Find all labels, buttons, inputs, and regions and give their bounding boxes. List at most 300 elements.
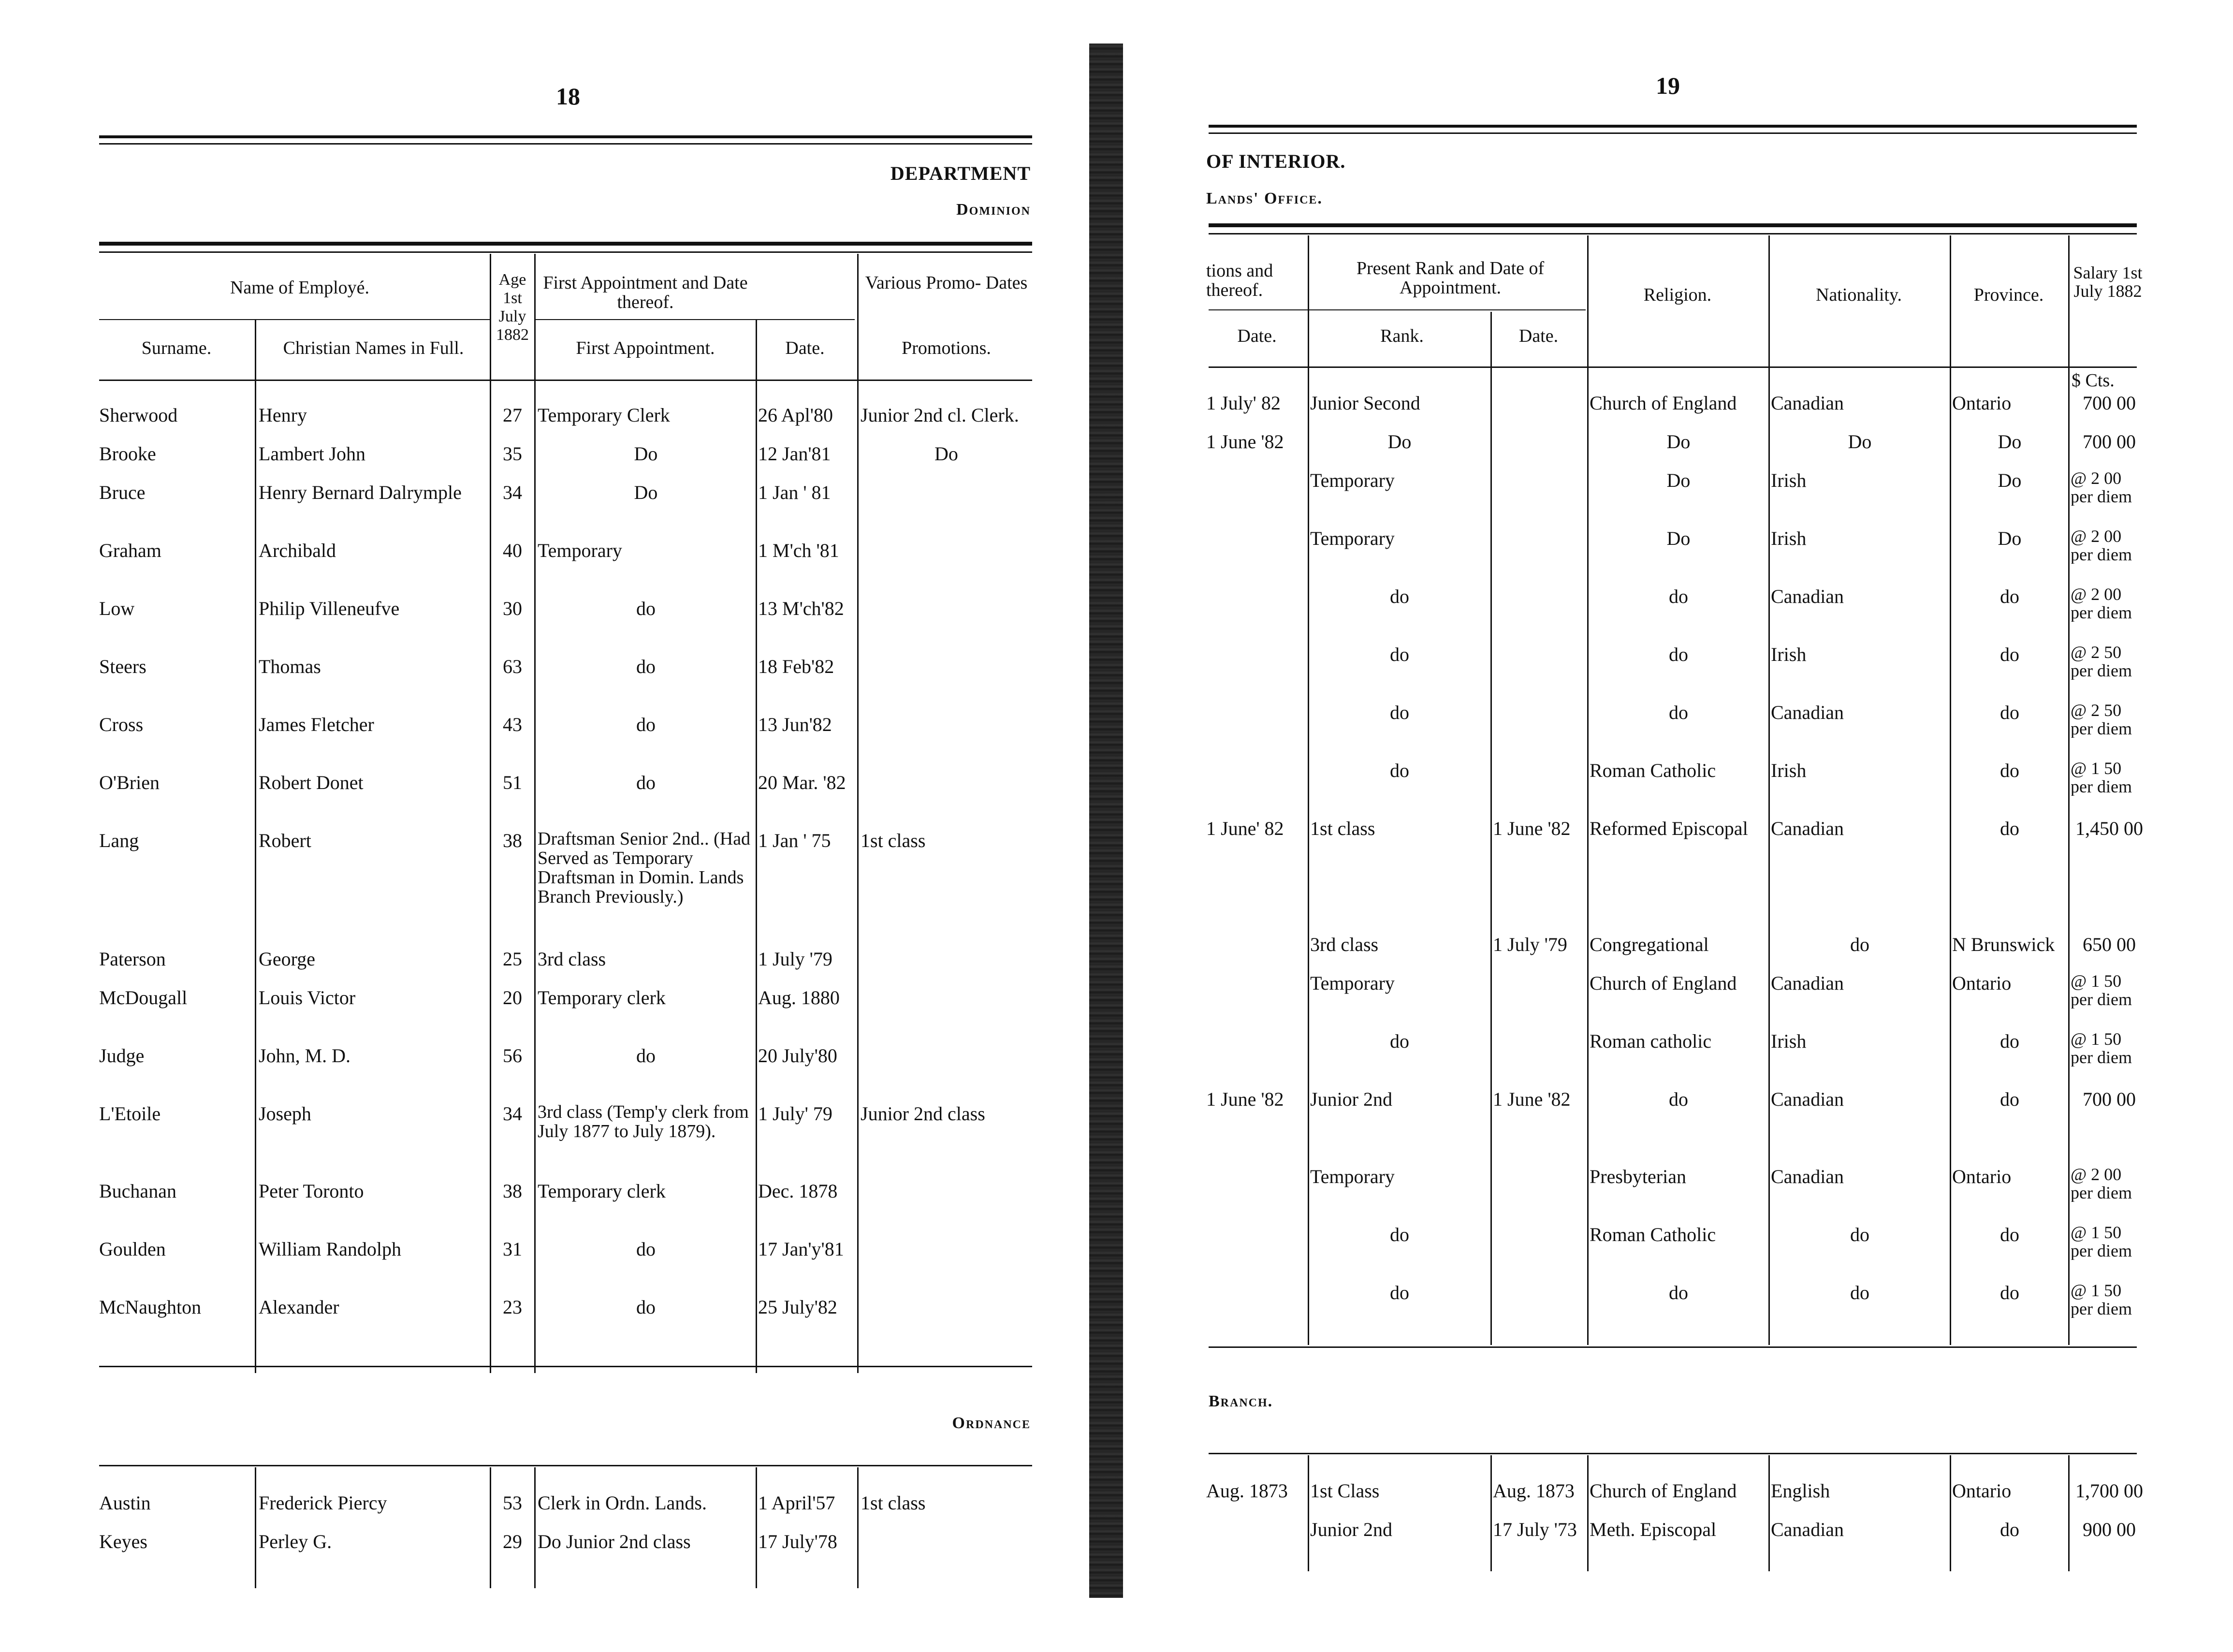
surname-cell: Low xyxy=(99,598,135,619)
nationality-cell: Canadian xyxy=(1771,972,1844,994)
rank-date-cell xyxy=(1493,1223,1586,1246)
table-top-rule xyxy=(99,251,1032,253)
table-top-rule xyxy=(1209,223,2137,227)
province-cell: do xyxy=(2000,818,2019,839)
religion-cell: do xyxy=(1669,585,1688,607)
salary-cell: 700 00 xyxy=(2083,1088,2136,1110)
rank-date-cell xyxy=(1493,1165,1586,1188)
promotion-cell: 1st class xyxy=(861,830,926,851)
religion-cell: Do xyxy=(1666,431,1691,453)
surname-cell: Keyes xyxy=(99,1531,147,1552)
appointment-cell: Temporary Clerk xyxy=(538,404,670,426)
rank-date-cell xyxy=(1493,430,1586,453)
column-divider xyxy=(490,254,491,1373)
nationality-cell: do xyxy=(1850,934,1869,955)
date-cell xyxy=(1206,759,1307,782)
header-surname: Surname. xyxy=(141,338,212,358)
province-cell: Ontario xyxy=(1952,1166,2012,1187)
appointment-cell: Temporary clerk xyxy=(538,1180,666,1202)
promotion-cell xyxy=(861,481,1032,504)
salary-cell: @ 2 00 per diem xyxy=(2071,1165,2132,1202)
ordnance-heading: Ordnance xyxy=(952,1414,1031,1432)
date-cell: 1 July '79 xyxy=(758,948,832,970)
salary-cell: @ 2 50 per diem xyxy=(2071,643,2132,680)
christian-name-cell: Perley G. xyxy=(259,1531,332,1552)
promotion-cell xyxy=(861,1180,1032,1203)
rank-cell: 1st Class xyxy=(1310,1480,1380,1502)
column-divider xyxy=(857,1467,859,1588)
header-age: Age 1st July 1882 xyxy=(496,271,529,344)
header-tions: tions and thereof. xyxy=(1206,261,1273,300)
christian-name-cell: Henry Bernard Dalrymple xyxy=(259,482,462,503)
column-divider xyxy=(1768,1455,1770,1571)
ordnance-top-rule xyxy=(99,1465,1032,1466)
province-cell: Ontario xyxy=(1952,1480,2012,1502)
christian-name-cell: Peter Toronto xyxy=(259,1180,364,1202)
province-cell: Ontario xyxy=(1952,392,2012,414)
nationality-cell: Irish xyxy=(1771,643,1807,665)
religion-cell: do xyxy=(1669,702,1688,723)
salary-cell: 700 00 xyxy=(2083,392,2136,414)
column-divider xyxy=(1308,235,1309,1345)
rank-cell: Junior 2nd xyxy=(1310,1088,1392,1110)
province-cell: do xyxy=(2000,585,2019,607)
rank-date-cell xyxy=(1493,643,1586,666)
rank-date-cell xyxy=(1493,585,1586,608)
column-divider xyxy=(756,319,757,1373)
column-divider xyxy=(2068,1455,2070,1571)
rule xyxy=(1209,309,1586,310)
religion-cell: Reformed Episcopal xyxy=(1590,818,1748,839)
age-cell: 34 xyxy=(503,1103,522,1125)
date-cell: Dec. 1878 xyxy=(758,1180,838,1202)
date-cell xyxy=(1206,1030,1307,1053)
table-top-rule xyxy=(1209,233,2137,234)
header-nationality: Nationality. xyxy=(1816,285,1902,305)
page-number: 18 xyxy=(556,83,580,110)
header-bottom-rule xyxy=(99,380,1032,381)
surname-cell: Bruce xyxy=(99,482,146,503)
header-christian: Christian Names in Full. xyxy=(283,338,464,358)
header-rank: Rank. xyxy=(1380,326,1424,346)
page-number: 19 xyxy=(1656,72,1680,99)
nationality-cell: Irish xyxy=(1771,527,1807,549)
column-divider xyxy=(1950,1455,1951,1571)
date-cell xyxy=(1206,585,1307,608)
nationality-cell: Canadian xyxy=(1771,702,1844,723)
column-divider xyxy=(1490,1455,1492,1571)
christian-name-cell: Archibald xyxy=(259,540,336,561)
age-cell: 38 xyxy=(503,830,522,851)
religion-cell: Church of England xyxy=(1590,1480,1737,1502)
promotion-cell: Junior 2nd class xyxy=(861,1103,985,1125)
header-religion: Religion. xyxy=(1643,285,1712,305)
salary-cell: @ 2 50 per diem xyxy=(2071,701,2132,738)
christian-name-cell: William Randolph xyxy=(259,1238,402,1260)
date-cell: 1 Jan ' 75 xyxy=(758,830,831,851)
nationality-cell: Canadian xyxy=(1771,1166,1844,1187)
date-cell: 20 Mar. '82 xyxy=(758,772,846,793)
province-cell: do xyxy=(2000,643,2019,665)
rank-date-cell xyxy=(1493,759,1586,782)
table-bottom-rule xyxy=(99,1366,1032,1367)
dollars-cents-label: $ Cts. xyxy=(2072,370,2115,391)
date-cell: Aug. 1873 xyxy=(1206,1480,1288,1502)
appointment-cell: do xyxy=(636,598,656,619)
age-cell: 51 xyxy=(503,772,522,793)
age-cell: 40 xyxy=(503,540,522,561)
rank-date-cell: 1 June '82 xyxy=(1493,818,1571,839)
header-bottom-rule xyxy=(1209,366,2137,368)
date-cell: 1 June '82 xyxy=(1206,1088,1284,1110)
date-cell: 1 Jan ' 81 xyxy=(758,482,831,503)
table-bottom-rule xyxy=(1209,1346,2137,1348)
religion-cell: Church of England xyxy=(1590,972,1737,994)
salary-cell: @ 2 00 per diem xyxy=(2071,527,2132,564)
promotion-cell: Junior 2nd cl. Clerk. xyxy=(861,404,1019,426)
surname-cell: Steers xyxy=(99,656,146,677)
date-cell xyxy=(1206,933,1307,956)
promotion-cell xyxy=(861,771,1032,794)
rank-date-cell xyxy=(1493,1030,1586,1053)
christian-name-cell: Philip Villeneufve xyxy=(259,598,400,619)
promotion-cell xyxy=(861,1296,1032,1319)
age-cell: 53 xyxy=(503,1492,522,1514)
rule xyxy=(536,319,855,320)
rank-cell: Junior Second xyxy=(1310,392,1420,414)
rank-cell: Temporary xyxy=(1310,469,1395,491)
rank-cell: Do xyxy=(1387,431,1412,453)
age-cell: 30 xyxy=(503,598,522,619)
promotion-cell xyxy=(861,948,1032,971)
nationality-cell: Canadian xyxy=(1771,1519,1844,1540)
rank-date-cell xyxy=(1493,972,1586,995)
branch-top-rule xyxy=(1209,1453,2137,1454)
date-cell: 13 Jun'82 xyxy=(758,714,832,735)
appointment-cell: do xyxy=(636,772,656,793)
appointment-cell: Do xyxy=(634,482,658,503)
religion-cell: Roman catholic xyxy=(1590,1030,1712,1052)
column-divider xyxy=(1490,312,1492,1345)
date-cell xyxy=(1206,1165,1307,1188)
column-divider xyxy=(534,1467,536,1588)
christian-name-cell: James Fletcher xyxy=(259,714,374,735)
date-cell: 1 June' 82 xyxy=(1206,818,1284,839)
religion-cell: Presbyterian xyxy=(1590,1166,1686,1187)
rank-cell: Junior 2nd xyxy=(1310,1519,1392,1540)
rank-cell: do xyxy=(1390,585,1409,607)
surname-cell: McDougall xyxy=(99,987,188,1009)
age-cell: 56 xyxy=(503,1045,522,1067)
date-cell: 1 April'57 xyxy=(758,1492,835,1514)
rank-cell: do xyxy=(1390,643,1409,665)
rank-cell: do xyxy=(1390,760,1409,781)
nationality-cell: Irish xyxy=(1771,1030,1807,1052)
column-divider xyxy=(1308,1455,1309,1571)
rank-date-cell: Aug. 1873 xyxy=(1493,1480,1575,1502)
rank-cell: do xyxy=(1390,702,1409,723)
header-first-appointment: First Appointment. xyxy=(576,338,715,358)
age-cell: 27 xyxy=(503,404,522,426)
promotion-cell xyxy=(861,1530,1032,1553)
surname-cell: Paterson xyxy=(99,948,166,970)
promotion-cell xyxy=(861,986,1032,1009)
date-cell xyxy=(1206,1518,1307,1541)
header-present-group: Present Rank and Date of Appointment. xyxy=(1356,258,1545,298)
christian-name-cell: Frederick Piercy xyxy=(259,1492,387,1514)
appointment-cell: 3rd class xyxy=(538,948,606,970)
lands-office-subheading: Lands' Office. xyxy=(1206,190,1323,207)
salary-cell: @ 1 50 per diem xyxy=(2071,1223,2132,1260)
promotion-cell xyxy=(861,1044,1032,1067)
nationality-cell: Do xyxy=(1848,431,1872,453)
salary-cell: @ 2 00 per diem xyxy=(2071,469,2132,506)
column-divider xyxy=(255,319,256,1373)
rank-date-cell: 17 July '73 xyxy=(1493,1519,1577,1540)
table-top-rule xyxy=(99,242,1032,246)
column-divider xyxy=(1587,1455,1589,1571)
religion-cell: Roman Catholic xyxy=(1590,1224,1716,1245)
surname-cell: Graham xyxy=(99,540,161,561)
christian-name-cell: Alexander xyxy=(259,1296,339,1318)
date-cell: 17 July'78 xyxy=(758,1531,837,1552)
age-cell: 25 xyxy=(503,948,522,970)
province-cell: Ontario xyxy=(1952,972,2012,994)
appointment-cell: Temporary clerk xyxy=(538,987,666,1009)
appointment-cell: do xyxy=(636,1045,656,1067)
appointment-cell: Do xyxy=(634,443,658,465)
christian-name-cell: Louis Victor xyxy=(259,987,356,1009)
province-cell: N Brunswick xyxy=(1952,934,2055,955)
date-cell xyxy=(1206,972,1307,995)
rank-cell: 3rd class xyxy=(1310,934,1379,955)
appointment-cell: 3rd class (Temp'y clerk from July 1877 to July 1879). xyxy=(538,1102,749,1141)
rank-date-cell xyxy=(1493,1281,1586,1304)
province-cell: do xyxy=(2000,760,2019,781)
salary-cell: 1,450 00 xyxy=(2075,818,2143,839)
promotion-cell xyxy=(861,713,1032,736)
province-cell: do xyxy=(2000,1519,2019,1540)
rank-date-cell xyxy=(1493,527,1586,550)
christian-name-cell: Robert xyxy=(259,830,311,851)
column-divider xyxy=(1587,235,1589,1345)
appointment-cell: Temporary xyxy=(538,540,622,561)
dominion-subheading: Dominion xyxy=(956,201,1031,219)
appointment-cell: do xyxy=(636,1296,656,1318)
surname-cell: L'Etoile xyxy=(99,1103,161,1125)
nationality-cell: Canadian xyxy=(1771,818,1844,839)
date-cell: 25 July'82 xyxy=(758,1296,837,1318)
promotion-cell xyxy=(861,597,1032,620)
province-cell: Do xyxy=(1998,469,2022,491)
surname-cell: Goulden xyxy=(99,1238,166,1260)
book-spine xyxy=(1089,44,1123,1598)
header-date: Date. xyxy=(1237,326,1277,346)
nationality-cell: Canadian xyxy=(1771,392,1844,414)
surname-cell: Brooke xyxy=(99,443,156,465)
religion-cell: Church of England xyxy=(1590,392,1737,414)
column-divider xyxy=(857,254,859,1373)
date-cell: 18 Feb'82 xyxy=(758,656,834,677)
salary-cell: 650 00 xyxy=(2083,934,2136,955)
header-name-group: Name of Employé. xyxy=(230,278,370,298)
date-cell: 1 July' 82 xyxy=(1206,392,1281,414)
date-cell: 17 Jan'y'81 xyxy=(758,1238,844,1260)
nationality-cell: Canadian xyxy=(1771,585,1844,607)
column-divider xyxy=(490,1467,491,1588)
surname-cell: Lang xyxy=(99,830,139,851)
rank-cell: do xyxy=(1390,1282,1409,1303)
rule xyxy=(99,319,491,320)
department-heading: DEPARTMENT xyxy=(890,162,1031,184)
age-cell: 35 xyxy=(503,443,522,465)
religion-cell: do xyxy=(1669,1282,1688,1303)
surname-cell: Cross xyxy=(99,714,144,735)
rank-cell: Temporary xyxy=(1310,1166,1395,1187)
salary-cell: 700 00 xyxy=(2083,431,2136,453)
age-cell: 29 xyxy=(503,1531,522,1552)
province-cell: do xyxy=(2000,702,2019,723)
nationality-cell: do xyxy=(1850,1224,1869,1245)
religion-cell: Roman Catholic xyxy=(1590,760,1716,781)
appointment-cell: Clerk in Ordn. Lands. xyxy=(538,1492,707,1514)
surname-cell: Austin xyxy=(99,1492,151,1514)
appointment-cell: Draftsman Senior 2nd.. (Had Served as Temporary Draftsman in Domin. Lands Branch Previously.) xyxy=(538,829,751,906)
date-cell: 1 M'ch '81 xyxy=(758,540,839,561)
date-cell: 13 M'ch'82 xyxy=(758,598,844,619)
header-first-group: First Appointment and Date thereof. xyxy=(543,273,748,312)
appointment-cell: do xyxy=(636,656,656,677)
age-cell: 38 xyxy=(503,1180,522,1202)
promotion-cell xyxy=(861,539,1032,562)
header-province: Province. xyxy=(1973,285,2044,305)
christian-name-cell: John, M. D. xyxy=(259,1045,351,1067)
salary-cell: @ 2 00 per diem xyxy=(2071,585,2132,622)
date-cell: 1 June '82 xyxy=(1206,431,1284,453)
surname-cell: McNaughton xyxy=(99,1296,202,1318)
nationality-cell: Irish xyxy=(1771,760,1807,781)
date-cell: 12 Jan'81 xyxy=(758,443,831,465)
rank-date-cell: 1 July '79 xyxy=(1493,934,1567,955)
date-cell: Aug. 1880 xyxy=(758,987,840,1009)
appointment-cell: do xyxy=(636,714,656,735)
header-promotions: Promotions. xyxy=(902,338,991,358)
age-cell: 23 xyxy=(503,1296,522,1318)
age-cell: 20 xyxy=(503,987,522,1009)
surname-cell: Buchanan xyxy=(99,1180,176,1202)
rank-cell: do xyxy=(1390,1224,1409,1245)
age-cell: 34 xyxy=(503,482,522,503)
rank-cell: Temporary xyxy=(1310,972,1395,994)
province-cell: do xyxy=(2000,1088,2019,1110)
interior-heading: OF INTERIOR. xyxy=(1206,150,1346,172)
surname-cell: Judge xyxy=(99,1045,145,1067)
province-cell: do xyxy=(2000,1030,2019,1052)
column-divider xyxy=(1768,235,1770,1345)
promotion-cell: Do xyxy=(934,443,958,465)
religion-cell: Congregational xyxy=(1590,934,1709,955)
christian-name-cell: Henry xyxy=(259,404,307,426)
salary-cell: @ 1 50 per diem xyxy=(2071,1030,2132,1067)
rank-cell: do xyxy=(1390,1030,1409,1052)
column-divider xyxy=(1950,235,1951,1345)
surname-cell: O'Brien xyxy=(99,772,160,793)
christian-name-cell: Lambert John xyxy=(259,443,366,465)
rank-date-cell xyxy=(1493,469,1586,492)
surname-cell: Sherwood xyxy=(99,404,178,426)
column-divider xyxy=(2068,235,2070,1345)
column-divider xyxy=(255,1467,256,1588)
salary-cell: @ 1 50 per diem xyxy=(2071,1281,2132,1318)
promotion-cell xyxy=(861,1238,1032,1261)
province-cell: do xyxy=(2000,1282,2019,1303)
date-cell xyxy=(1206,701,1307,724)
date-cell: 1 July' 79 xyxy=(758,1103,832,1125)
rule xyxy=(1209,125,2137,128)
header-date: Date. xyxy=(785,338,825,358)
nationality-cell: Irish xyxy=(1771,469,1807,491)
rank-date-cell xyxy=(1493,701,1586,724)
rank-cell: Temporary xyxy=(1310,527,1395,549)
christian-name-cell: Robert Donet xyxy=(259,772,364,793)
date-cell xyxy=(1206,469,1307,492)
religion-cell: Do xyxy=(1666,527,1691,549)
religion-cell: do xyxy=(1669,643,1688,665)
appointment-cell: Do Junior 2nd class xyxy=(538,1531,691,1552)
religion-cell: do xyxy=(1669,1088,1688,1110)
age-cell: 43 xyxy=(503,714,522,735)
salary-cell: @ 1 50 per diem xyxy=(2071,972,2132,1009)
promotion-cell: 1st class xyxy=(861,1492,926,1514)
nationality-cell: English xyxy=(1771,1480,1830,1502)
date-cell xyxy=(1206,643,1307,666)
header-rank-date: Date. xyxy=(1518,326,1559,346)
branch-heading: Branch. xyxy=(1209,1392,1273,1410)
rule xyxy=(99,135,1032,138)
christian-name-cell: Thomas xyxy=(259,656,321,677)
header-salary: Salary 1st July 1882 xyxy=(2073,263,2143,301)
appointment-cell: do xyxy=(636,1238,656,1260)
province-cell: Do xyxy=(1998,431,2022,453)
salary-cell: 900 00 xyxy=(2083,1519,2136,1540)
religion-cell: Meth. Episcopal xyxy=(1590,1519,1717,1540)
nationality-cell: do xyxy=(1850,1282,1869,1303)
christian-name-cell: Joseph xyxy=(259,1103,311,1125)
date-cell: 20 July'80 xyxy=(758,1045,837,1067)
promotion-cell xyxy=(861,655,1032,678)
rule xyxy=(1209,132,2137,134)
salary-cell: @ 1 50 per diem xyxy=(2071,759,2132,796)
column-divider xyxy=(756,1467,757,1588)
rank-date-cell: 1 June '82 xyxy=(1493,1088,1571,1110)
date-cell xyxy=(1206,1223,1307,1246)
religion-cell: Do xyxy=(1666,469,1691,491)
rule xyxy=(99,143,1032,145)
salary-cell: 1,700 00 xyxy=(2075,1480,2143,1502)
header-promo-group: Various Promo- Dates xyxy=(865,273,1028,293)
rank-date-cell xyxy=(1493,392,1586,415)
province-cell: Do xyxy=(1998,527,2022,549)
date-cell: 26 Apl'80 xyxy=(758,404,833,426)
date-cell xyxy=(1206,527,1307,550)
age-cell: 63 xyxy=(503,656,522,677)
rank-cell: 1st class xyxy=(1310,818,1375,839)
christian-name-cell: George xyxy=(259,948,315,970)
nationality-cell: Canadian xyxy=(1771,1088,1844,1110)
province-cell: do xyxy=(2000,1224,2019,1245)
date-cell xyxy=(1206,1281,1307,1304)
column-divider xyxy=(534,254,536,1373)
